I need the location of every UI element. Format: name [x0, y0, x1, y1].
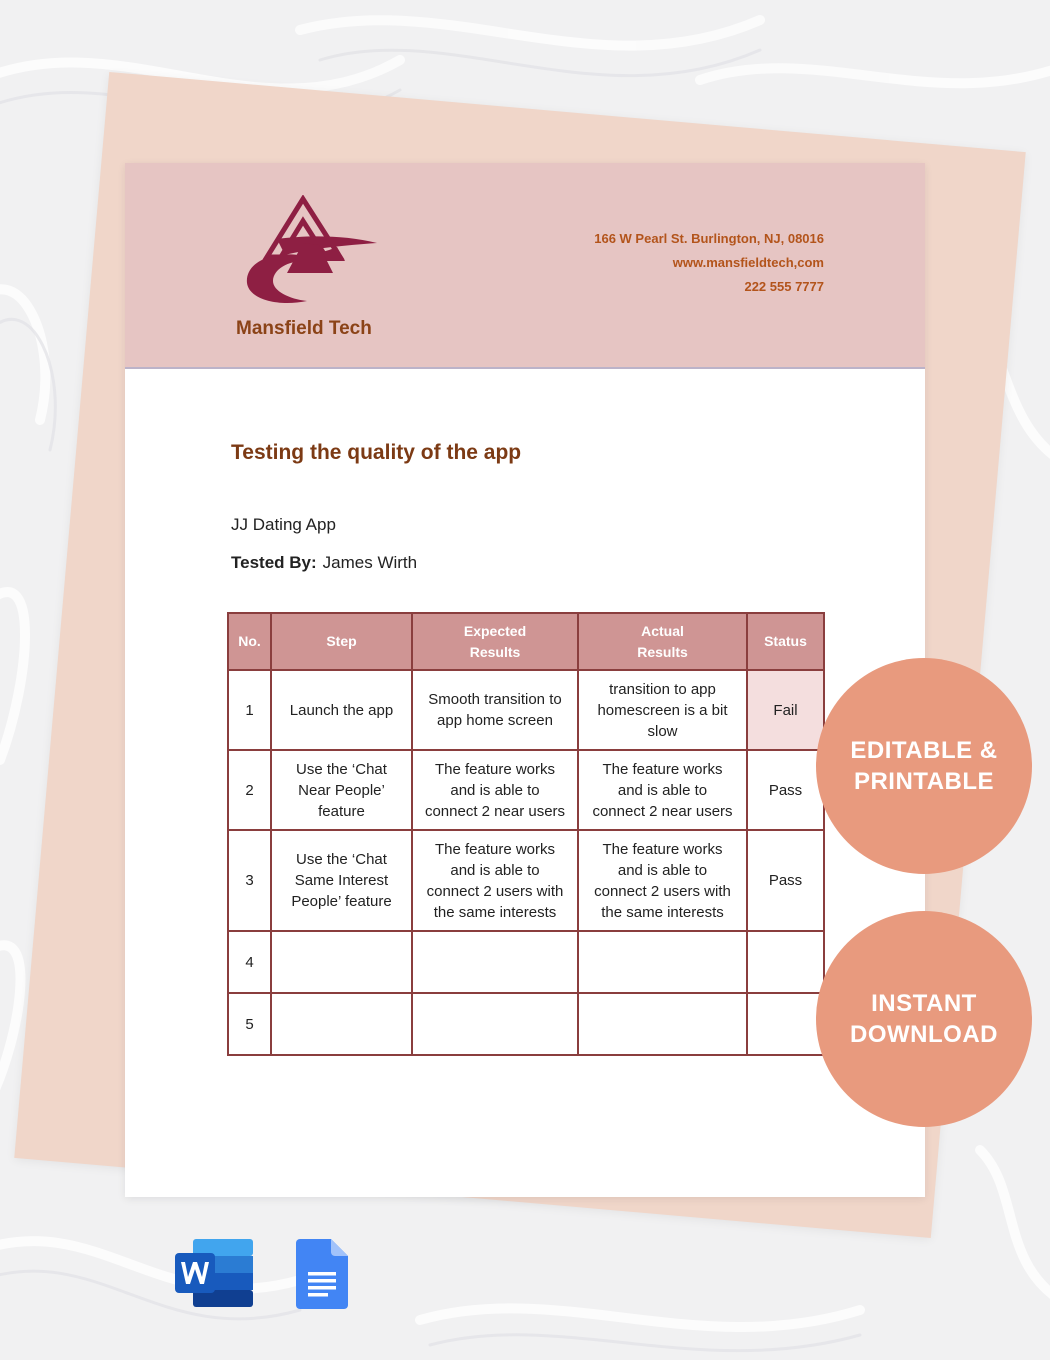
test-results-table — [227, 612, 825, 1056]
status-cell-fail: Fail — [747, 670, 824, 750]
row-number: 2 — [228, 750, 271, 830]
header-no: No. — [228, 613, 271, 670]
company-name: Mansfield Tech — [236, 318, 372, 339]
company-phone: 222 555 7777 — [744, 279, 824, 294]
contact-info — [594, 227, 824, 299]
table-row — [228, 670, 824, 750]
cell-line: the same interests — [601, 903, 724, 921]
cell-line: the same interests — [433, 903, 557, 921]
header-expected-results — [412, 613, 578, 670]
cell-line: connect 2 near users — [592, 802, 733, 820]
status-cell: Pass — [747, 750, 824, 830]
cell-line: connect 2 users with — [426, 882, 564, 900]
expected-cell — [412, 993, 578, 1055]
step-cell — [271, 931, 412, 993]
cell-line: Near People’ — [298, 781, 385, 799]
cell-line: Smooth transition to — [428, 691, 562, 708]
expected-cell — [412, 750, 578, 830]
table-row — [228, 931, 824, 993]
cell-line: feature — [318, 802, 365, 820]
table-row — [228, 830, 824, 931]
badge-line: PRINTABLE — [853, 768, 995, 795]
cell-line: connect 2 users with — [594, 882, 731, 900]
app-name: JJ Dating App — [231, 515, 336, 534]
row-number: 4 — [228, 931, 271, 993]
badge-line: DOWNLOAD — [850, 1021, 998, 1048]
cell-line: Use the ‘Chat — [296, 851, 387, 868]
cell-line: Launch the app — [289, 701, 394, 719]
expected-cell — [412, 931, 578, 993]
tested-by-value: James Wirth — [322, 553, 418, 572]
badge-line: INSTANT — [871, 990, 977, 1017]
table-row — [228, 993, 824, 1055]
expected-cell — [412, 830, 578, 931]
step-cell — [271, 670, 412, 750]
cell-line: slow — [647, 722, 678, 740]
header-step: Step — [271, 613, 412, 670]
cell-line: transition to app — [609, 680, 716, 698]
cell-line: and is able to — [617, 781, 708, 799]
google-docs-icon[interactable] — [295, 1238, 349, 1310]
instant-download-badge — [816, 911, 1032, 1127]
step-cell — [271, 830, 412, 931]
status-cell: Pass — [747, 830, 824, 931]
status-cell — [747, 931, 824, 993]
row-number: 5 — [228, 993, 271, 1055]
row-number: 3 — [228, 830, 271, 931]
cell-line: The feature works — [602, 760, 723, 778]
cell-line: and is able to — [450, 781, 540, 799]
cell-line: app home screen — [437, 712, 553, 729]
cell-line: Same Interest — [294, 872, 389, 889]
actual-cell — [578, 830, 747, 931]
actual-cell — [578, 750, 747, 830]
step-cell — [271, 750, 412, 830]
cell-line: and is able to — [450, 861, 540, 879]
mansfield-logo-icon — [237, 195, 379, 317]
cell-line: homescreen is a bit — [597, 701, 728, 719]
letterhead — [125, 163, 925, 369]
table-header-row — [228, 613, 824, 670]
cell-line: connect 2 near users — [424, 802, 566, 820]
step-cell — [271, 993, 412, 1055]
company-address: 166 W Pearl St. Burlington, NJ, 08016 — [594, 231, 824, 246]
header-expected-line: Results — [469, 643, 521, 660]
cell-line: The feature works — [602, 840, 723, 858]
header-expected-line: Expected — [463, 622, 527, 639]
header-status: Status — [747, 613, 824, 670]
header-actual-line: Actual — [641, 622, 684, 639]
header-actual-results — [578, 613, 747, 670]
actual-cell — [578, 931, 747, 993]
status-cell — [747, 993, 824, 1055]
document-page — [125, 163, 925, 1197]
header-actual-line: Results — [637, 643, 688, 660]
company-website: www.mansfieldtech,com — [672, 255, 824, 270]
tested-by — [231, 553, 417, 573]
tested-by-label: Tested By: — [231, 553, 317, 572]
cell-line: The feature works — [434, 760, 556, 778]
badge-line: EDITABLE & — [850, 737, 998, 764]
cell-line: The feature works — [434, 840, 556, 858]
editable-printable-badge — [816, 658, 1032, 874]
cell-line: Use the ‘Chat — [296, 760, 387, 778]
cell-line: and is able to — [617, 861, 708, 879]
actual-cell — [578, 670, 747, 750]
expected-cell — [412, 670, 578, 750]
cell-line: People’ feature — [291, 893, 392, 910]
actual-cell — [578, 993, 747, 1055]
row-number: 1 — [228, 670, 271, 750]
document-title: Testing the quality of the app — [231, 441, 522, 464]
table-row — [228, 750, 824, 830]
microsoft-word-icon[interactable] — [173, 1237, 255, 1309]
